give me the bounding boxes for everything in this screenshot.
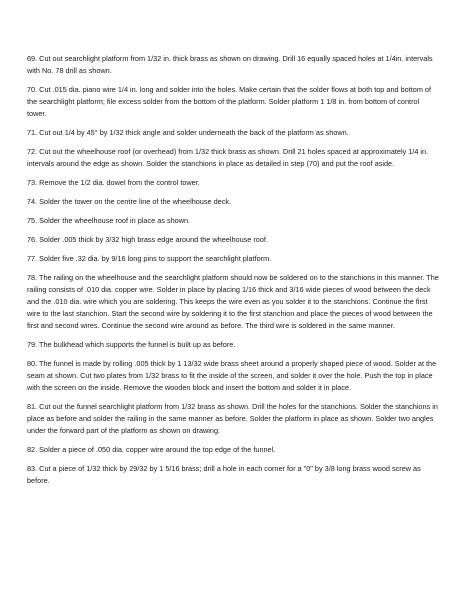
step-75: 75. Solder the wheelhouse roof in place as shown. (27, 216, 191, 225)
step-71: 71. Cut out 1/4 by 45° by 1/32 thick angle and solder underneath the back of the platform as shown. (27, 128, 349, 137)
step-69: 69. Cut out searchlight platform from 1/32 in. thick brass as shown on drawing. Drill 16 equally spaced holes at 1/4in. intervals with No. 78 drill as shown. (27, 54, 433, 75)
step-74: 74. Solder the tower on the centre line of the wheelhouse deck. (27, 197, 232, 206)
step-77: 77. Solder five .32 dia. by 9/16 long pins to support the searchlight platform. (27, 254, 272, 263)
step-72: 72. Cut out the wheelhouse roof (or overhead) from 1/32 thick brass as shown. Drill 21 holes spaced at approximately 1/4 in. intervals around the edge as shown. Solder the stanchions in place as detailed in step (70) and put the roof aside. (27, 147, 429, 168)
step-73: 73. Remove the 1/2 dia. dowel from the control tower. (27, 178, 200, 187)
step-76: 76. Solder .005 thick by 3/32 high brass edge around the wheelhouse roof. (27, 235, 268, 244)
instructions-text (27, 53, 439, 494)
step-83: 83. Cut a piece of 1/32 thick by 29/32 by 1 5/16 brass; drill a hole in each corner for a "0" by 3/8 long brass wood screw as before. (27, 464, 421, 485)
step-79: 79. The bulkhead which supports the funnel is built up as before. (27, 340, 236, 349)
step-82: 82. Solder a piece of .050 dia. copper wire around the top edge of the funnel. (27, 445, 276, 454)
step-81: 81. Cut out the funnel searchlight platform from 1/32 brass as shown. Drill the holes for the stanchions. Solder the stanchions in place as before and solder the railing in the same manner as before. Solder the platform in place as shown. Solder two angles under the forward part of the platform as shown on drawing. (27, 402, 438, 435)
step-70: 70. Cut .015 dia. piano wire 1/4 in. long and solder into the holes. Make certain that the solder flows at both top and bottom of the searchlight platform; file excess solder from the bottom of the platform. Solder platform 1 1/8 in. from bottom of control tower. (27, 85, 432, 118)
step-80: 80. The funnel is made by rolling .005 thick by 1 13/32 wide brass sheet around a properly shaped piece of wood. Solder at the seam at shown. Cut two plates from 1/32 brass to fit the inside of the screen, and solder it over the hole. Push the top in place with the screen on the inside. Remove the wooden block and insert the bottom and solder it in place. (27, 359, 437, 392)
step-78: 78. The railing on the wheelhouse and the searchlight platform should now be soldered on to the stanchions in this manner. The railing consists of .010 dia. copper wire. Solder in place by placing 1/16 thick and 3/16 wide pieces of wood between the deck and the .010 dia. wire which you are soldering. This keeps the wire even as you solder it to the stanchions. Continue the first wire to the last stanchion. Start the second wire by soldering it to the first stanchion and place the pieces of wood between the first and second wires. Continue the second wire around as before. The third wire is soldered in the same manner. (27, 273, 439, 330)
